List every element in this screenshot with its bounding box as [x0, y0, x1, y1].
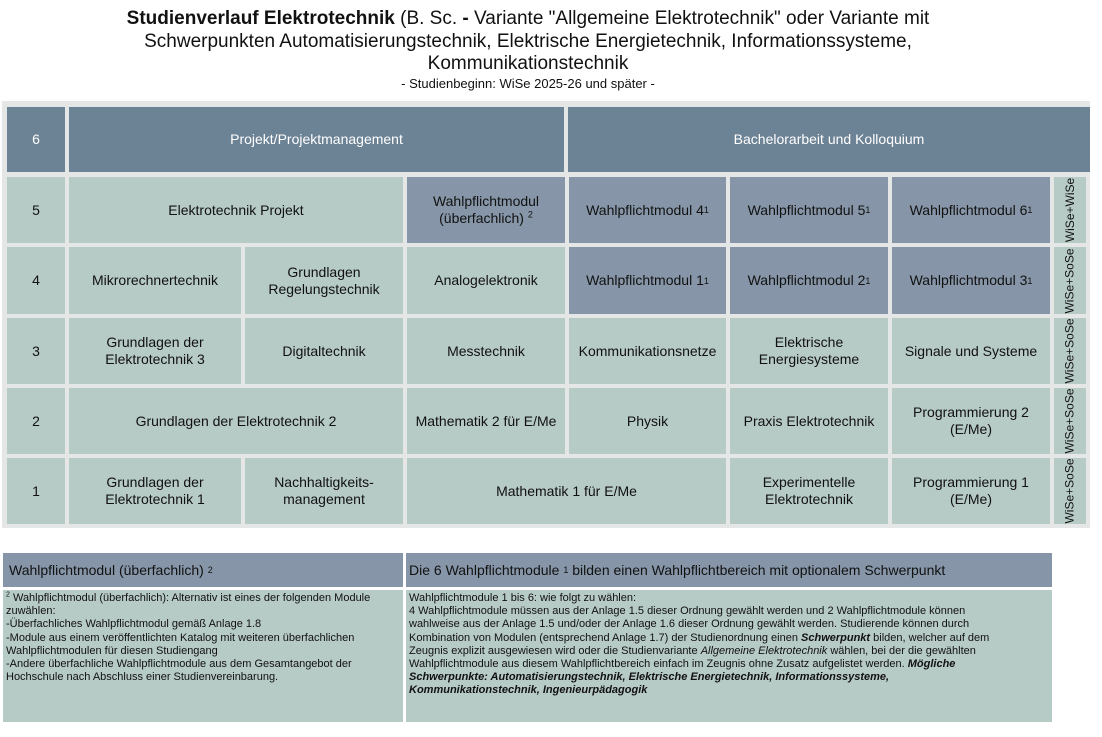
term-text: WiSe+SoSe — [1063, 318, 1078, 384]
footnote-marker: 2 — [6, 591, 10, 599]
legend-emphasis: Mögliche — [907, 658, 956, 671]
module-grundlagen-elektrotechnik-2: Grundlagen der Elektrotechnik 2 — [69, 388, 403, 454]
term-text: WiSe+SoSe — [1063, 458, 1078, 524]
module-text: (E/Me) — [950, 491, 992, 507]
legend-line: wahlweise aus der Anlage 1.5 und/oder der Anlage 1.6 dieser Ordnung gewählt werden. Studierende können durch — [409, 618, 970, 631]
title-block — [0, 8, 1056, 92]
term-text: WiSe+SoSe — [1063, 388, 1078, 454]
legend-line: 4 Wahlpflichtmodule müssen aus der Anlage 1.5 dieser Ordnung gewählt werden und 2 Wahlpflichtmodule können — [409, 605, 966, 618]
module-grundlagen-elektrotechnik-1 — [69, 458, 241, 524]
legend-line: -Andere überfachliche Wahlpflichtmodule aus dem Gesamtangebot der — [6, 658, 352, 671]
legend-text: Kombination von Modulen (entsprechend Anlage 1.7) der Studienordnung einen — [409, 631, 798, 644]
title-dash: - — [462, 8, 469, 29]
module-digitaltechnik: Digitaltechnik — [245, 318, 403, 384]
semester-1-label: 1 — [7, 458, 65, 524]
module-messtechnik: Messtechnik — [407, 318, 565, 384]
module-text: Wahlpflichtmodul 4 — [586, 201, 704, 218]
title-degree: (B. Sc. — [400, 8, 458, 29]
term-label-row-5 — [1054, 177, 1086, 243]
module-elektrische-energiesysteme — [730, 318, 888, 384]
legend-line-text: Wahlpflichtmodul (überfachlich): Alternativ ist eines der folgenden Module — [12, 592, 371, 604]
module-experimentelle-elektrotechnik — [730, 458, 888, 524]
legend-line: -Überfachliches Wahlpflichtmodul gemäß Anlage 1.8 — [6, 618, 262, 631]
module-kommunikationsnetze: Kommunikationsnetze — [569, 318, 726, 384]
module-text: Energiesysteme — [758, 351, 860, 367]
module-projekt-projektmanagement: Projekt/Projektmanagement — [69, 107, 564, 172]
term-label-row-4 — [1054, 247, 1086, 314]
term-label-row-1 — [1054, 458, 1086, 524]
module-text: Nachhaltigkeits- — [274, 474, 374, 490]
module-text: Wahlpflichtmodul 1 — [586, 272, 704, 288]
module-wahlpflicht-3: Wahlpflichtmodul 3 1 — [892, 247, 1050, 314]
term-label-row-2 — [1054, 388, 1086, 454]
module-programmierung-2 — [892, 388, 1050, 454]
module-wahlpflicht-2: Wahlpflichtmodul 2 1 — [730, 247, 888, 314]
legend-line: Kommunikationstechnik, Ingenieurpädagogik — [409, 684, 648, 697]
semester-4-label: 4 — [7, 247, 65, 314]
module-text: Elektrische — [774, 334, 844, 350]
legend-text: Zeugnis explizit ausgewiesen wird oder die Studienvariante — [409, 644, 698, 657]
title-line-3: Kommunikationstechnik — [427, 53, 629, 74]
module-text: Regelungstechnik — [268, 280, 380, 297]
legend-line: Wahlpflichtmodule 1 bis 6: wie folgt zu wählen: — [409, 592, 637, 604]
title-line-2: Schwerpunkten Automatisierungstechnik, Elektrische Energietechnik, Informationssysteme, — [144, 30, 912, 52]
module-wahlpflicht-ueberfachlich — [407, 177, 565, 243]
term-label-row-3 — [1054, 318, 1086, 384]
legend-text: wählen, bei der die gewählten — [830, 644, 976, 657]
module-mathematik-2: Mathematik 2 für E/Me — [407, 388, 565, 454]
module-text: Wahlpflichtmodul 2 — [747, 272, 866, 288]
module-mathematik-1: Mathematik 1 für E/Me — [407, 458, 726, 524]
module-text: Experimentelle — [762, 474, 856, 490]
legend-line — [409, 658, 1049, 671]
legend-wahlpflicht-heading: Die 6 Wahlpflichtmodule 1 bilden einen Wahlpflichtbereich mit optionalem Schwerpunkt — [406, 553, 1052, 587]
module-text: Programmierung 2 — [913, 404, 1029, 420]
module-text: Grundlagen der — [106, 474, 204, 490]
footnote-marker: 2 — [527, 209, 533, 220]
module-text: Grundlagen der — [106, 334, 204, 350]
legend-emphasis: Allgemeine Elektrotechnik — [700, 644, 828, 657]
legend-line: Wahlpflichtmodulen für diesen Studiengang — [6, 644, 218, 657]
title-variant: Variante "Allgemeine Elektrotechnik" oder Variante mit — [474, 8, 930, 29]
module-text-part: (überfachlich) — [439, 210, 524, 226]
module-text: Elektrotechnik — [765, 491, 853, 507]
module-text: management — [283, 491, 365, 507]
module-text: Programmierung 1 — [913, 474, 1029, 490]
module-wahlpflicht-1: Wahlpflichtmodul 1 1 — [569, 247, 726, 314]
module-text: Elektrotechnik 3 — [105, 351, 205, 367]
term-text: WiSe+SoSe — [1063, 247, 1078, 314]
module-signale-und-systeme: Signale und Systeme — [892, 318, 1050, 384]
module-text: Wahlpflichtmodul 5 — [747, 201, 866, 218]
legend-line — [6, 592, 400, 605]
title-line-1 — [0, 8, 1056, 31]
module-bachelorarbeit: Bachelorarbeit und Kolloquium — [568, 107, 1090, 172]
semester-3-label: 3 — [7, 318, 65, 384]
legend-emphasis: Schwerpunkt — [801, 631, 871, 644]
legend-heading-text: Wahlpflichtmodul (überfachlich) — [9, 562, 204, 578]
module-physik: Physik — [569, 388, 726, 454]
legend-ueberfachlich-body — [3, 590, 403, 722]
term-text: WiSe+WiSe — [1063, 177, 1078, 243]
legend-heading-text: Die 6 Wahlpflichtmodule — [409, 562, 560, 578]
legend-heading-text: bilden einen Wahlpflichtbereich mit optionalem Schwerpunkt — [572, 562, 946, 578]
module-praxis-elektrotechnik: Praxis Elektrotechnik — [730, 388, 888, 454]
module-nachhaltigkeitsmanagement — [245, 458, 403, 524]
study-plan-grid — [2, 101, 1090, 528]
module-wahlpflicht-6: Wahlpflichtmodul 6 1 — [892, 177, 1050, 243]
legend-line: zuwählen: — [6, 605, 56, 618]
module-wahlpflicht-4: Wahlpflichtmodul 4 1 — [569, 177, 726, 243]
module-wahlpflicht-5: Wahlpflichtmodul 5 1 — [730, 177, 888, 243]
legend-line — [409, 632, 1049, 645]
semester-2-label: 2 — [7, 388, 65, 454]
module-text: Wahlpflichtmodul 3 — [909, 272, 1028, 288]
module-text: (E/Me) — [950, 421, 992, 437]
module-programmierung-1 — [892, 458, 1050, 524]
legend-wahlpflicht-body — [406, 590, 1052, 722]
legend-text: Wahlpflichtmodule aus diesem Wahlpflichtbereich einfach im Zeugnis ohne Zusatz aufgelistet werden. — [409, 658, 905, 671]
semester-6-label: 6 — [7, 107, 65, 172]
legend-line: Hochschule nach Abschluss einer Studienvereinbarung. — [6, 671, 279, 684]
module-text: Wahlpflichtmodul — [432, 193, 540, 209]
module-grundlagen-elektrotechnik-3 — [69, 318, 241, 384]
module-grundlagen-regelungstechnik — [245, 247, 403, 314]
module-analogelektronik: Analogelektronik — [407, 247, 565, 314]
subtitle: - Studienbeginn: WiSe 2025-26 und später - — [401, 75, 655, 91]
legend-line: Schwerpunkte: Automatisierungstechnik, Elektrische Energietechnik, Informationssysteme, — [409, 671, 890, 684]
legend-line: -Module aus einem veröffentlichten Katalog mit weiteren überfachlichen — [6, 631, 355, 644]
legend-line — [409, 645, 1049, 658]
module-text — [439, 210, 533, 227]
module-text: Wahlpflichtmodul 6 — [909, 201, 1028, 218]
module-text: Grundlagen — [287, 263, 361, 280]
legend-ueberfachlich-heading: Wahlpflichtmodul (überfachlich) 2 — [3, 553, 403, 587]
module-mikrorechnertechnik: Mikrorechnertechnik — [69, 247, 241, 314]
semester-5-label: 5 — [7, 177, 65, 243]
legend-text: bilden, welcher auf dem — [873, 631, 990, 644]
title-bold: Studienverlauf Elektrotechnik — [126, 8, 395, 29]
module-text: Elektrotechnik 1 — [105, 491, 205, 507]
module-elektrotechnik-projekt: Elektrotechnik Projekt — [69, 177, 403, 243]
